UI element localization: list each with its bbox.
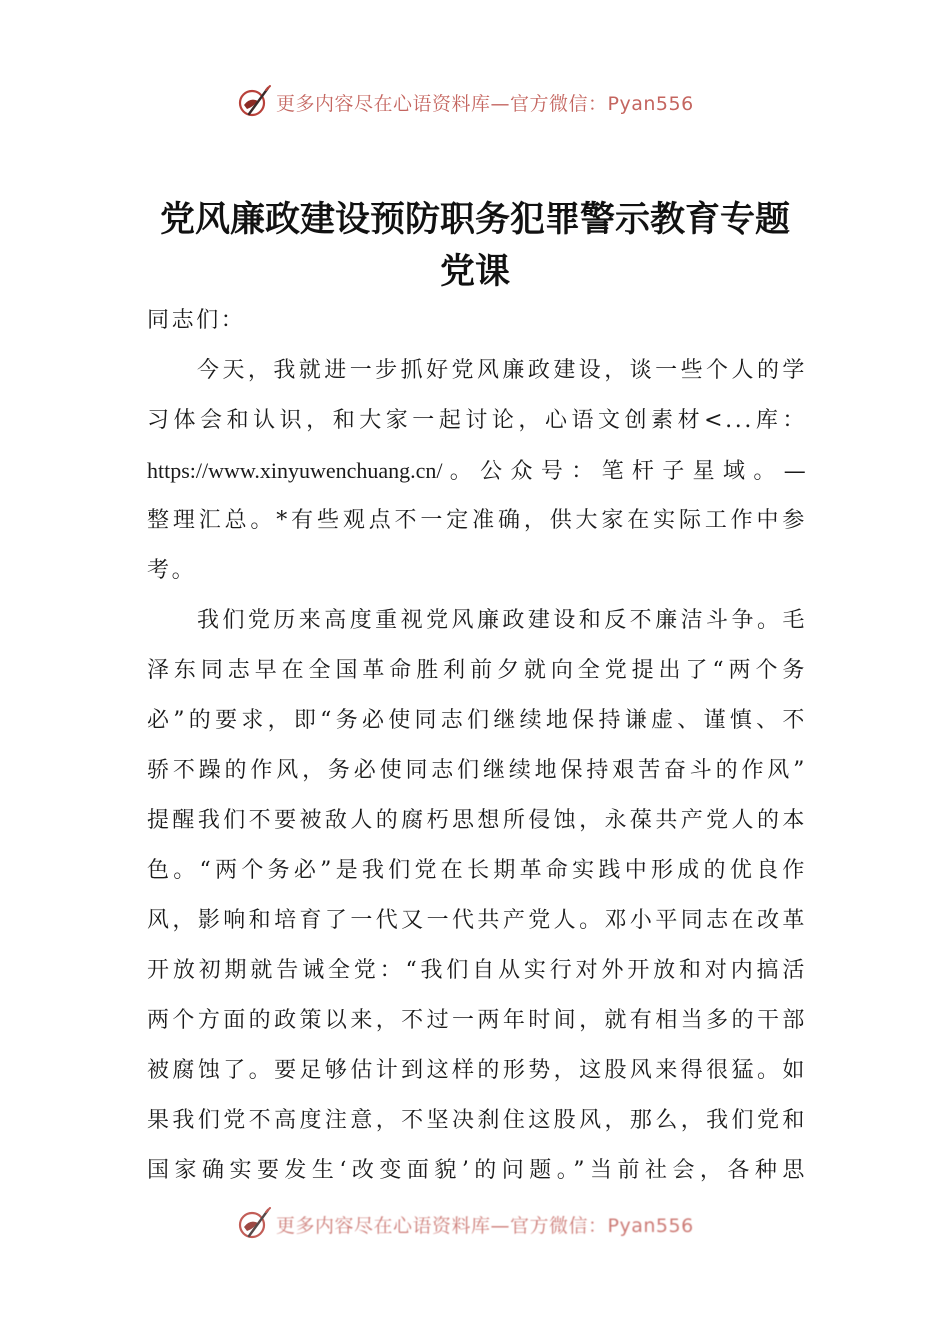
- paragraph-1-line-3: [147, 456, 807, 487]
- pen-logo-icon: [236, 84, 272, 120]
- paragraph-1-line-3-text: 。公众号：笔杆子星域。—: [442, 459, 807, 484]
- document-title-line-1: 党风廉政建设预防职务犯罪警示教育专题: [159, 199, 790, 240]
- paragraph-2-line-1: 我们党历来高度重视党风廉政建设和反不廉洁斗争。毛: [197, 608, 807, 633]
- paragraph-2-line-4: 骄不躁的作风，务必使同志们继续地保持艰苦奋斗的作风”: [147, 758, 807, 783]
- paragraph-1-line-4: 整理汇总。*有些观点不一定准确，供大家在实际工作中参: [147, 508, 807, 533]
- website-url[interactable]: https://www.xinyuwenchuang.cn/: [147, 458, 443, 483]
- header-watermark-banner: [236, 84, 694, 120]
- paragraph-2-line-2: 泽东同志早在全国革命胜利前夕就向全党提出了“两个务: [147, 658, 807, 683]
- header-watermark-text: 更多内容尽在心语资料库—官方微信：Pyan556: [276, 92, 694, 115]
- paragraph-2-line-11: 果我们党不高度注意，不坚决刹住这股风，那么，我们党和: [147, 1108, 807, 1133]
- paragraph-2-line-6: 色。“两个务必”是我们党在长期革命实践中形成的优良作: [147, 858, 807, 883]
- paragraph-2-line-8: 开放初期就告诫全党：“我们自从实行对外开放和对内搞活: [147, 958, 807, 983]
- salutation: 同志们：: [147, 308, 246, 333]
- document-title-line-2: 党课: [439, 251, 510, 292]
- paragraph-2-line-7: 风，影响和培育了一代又一代共产党人。邓小平同志在改革: [147, 908, 807, 933]
- footer-watermark-text: 更多内容尽在心语资料库—官方微信：Pyan556: [276, 1214, 694, 1237]
- paragraph-2-line-9: 两个方面的政策以来，不过一两年时间，就有相当多的干部: [147, 1008, 807, 1033]
- paragraph-2-line-10: 被腐蚀了。要足够估计到这样的形势，这股风来得很猛。如: [147, 1058, 807, 1083]
- paragraph-2-line-3: 必”的要求，即“务必使同志们继续地保持谦虚、谨慎、不: [147, 708, 807, 733]
- paragraph-1-line-5: 考。: [147, 558, 197, 583]
- paragraph-2-line-12: 国家确实要发生‘改变面貌’的问题。”当前社会，各种思: [147, 1158, 807, 1183]
- pen-logo-icon: [236, 1206, 272, 1242]
- paragraph-2-line-5: 提醒我们不要被敌人的腐朽思想所侵蚀，永葆共产党人的本: [147, 808, 807, 833]
- paragraph-1-line-2: 习体会和认识，和大家一起讨论，心语文创素材<...库：: [147, 408, 807, 433]
- footer-watermark-banner: [236, 1206, 694, 1242]
- paragraph-1-line-1: 今天，我就进一步抓好党风廉政建设，谈一些个人的学: [197, 358, 807, 383]
